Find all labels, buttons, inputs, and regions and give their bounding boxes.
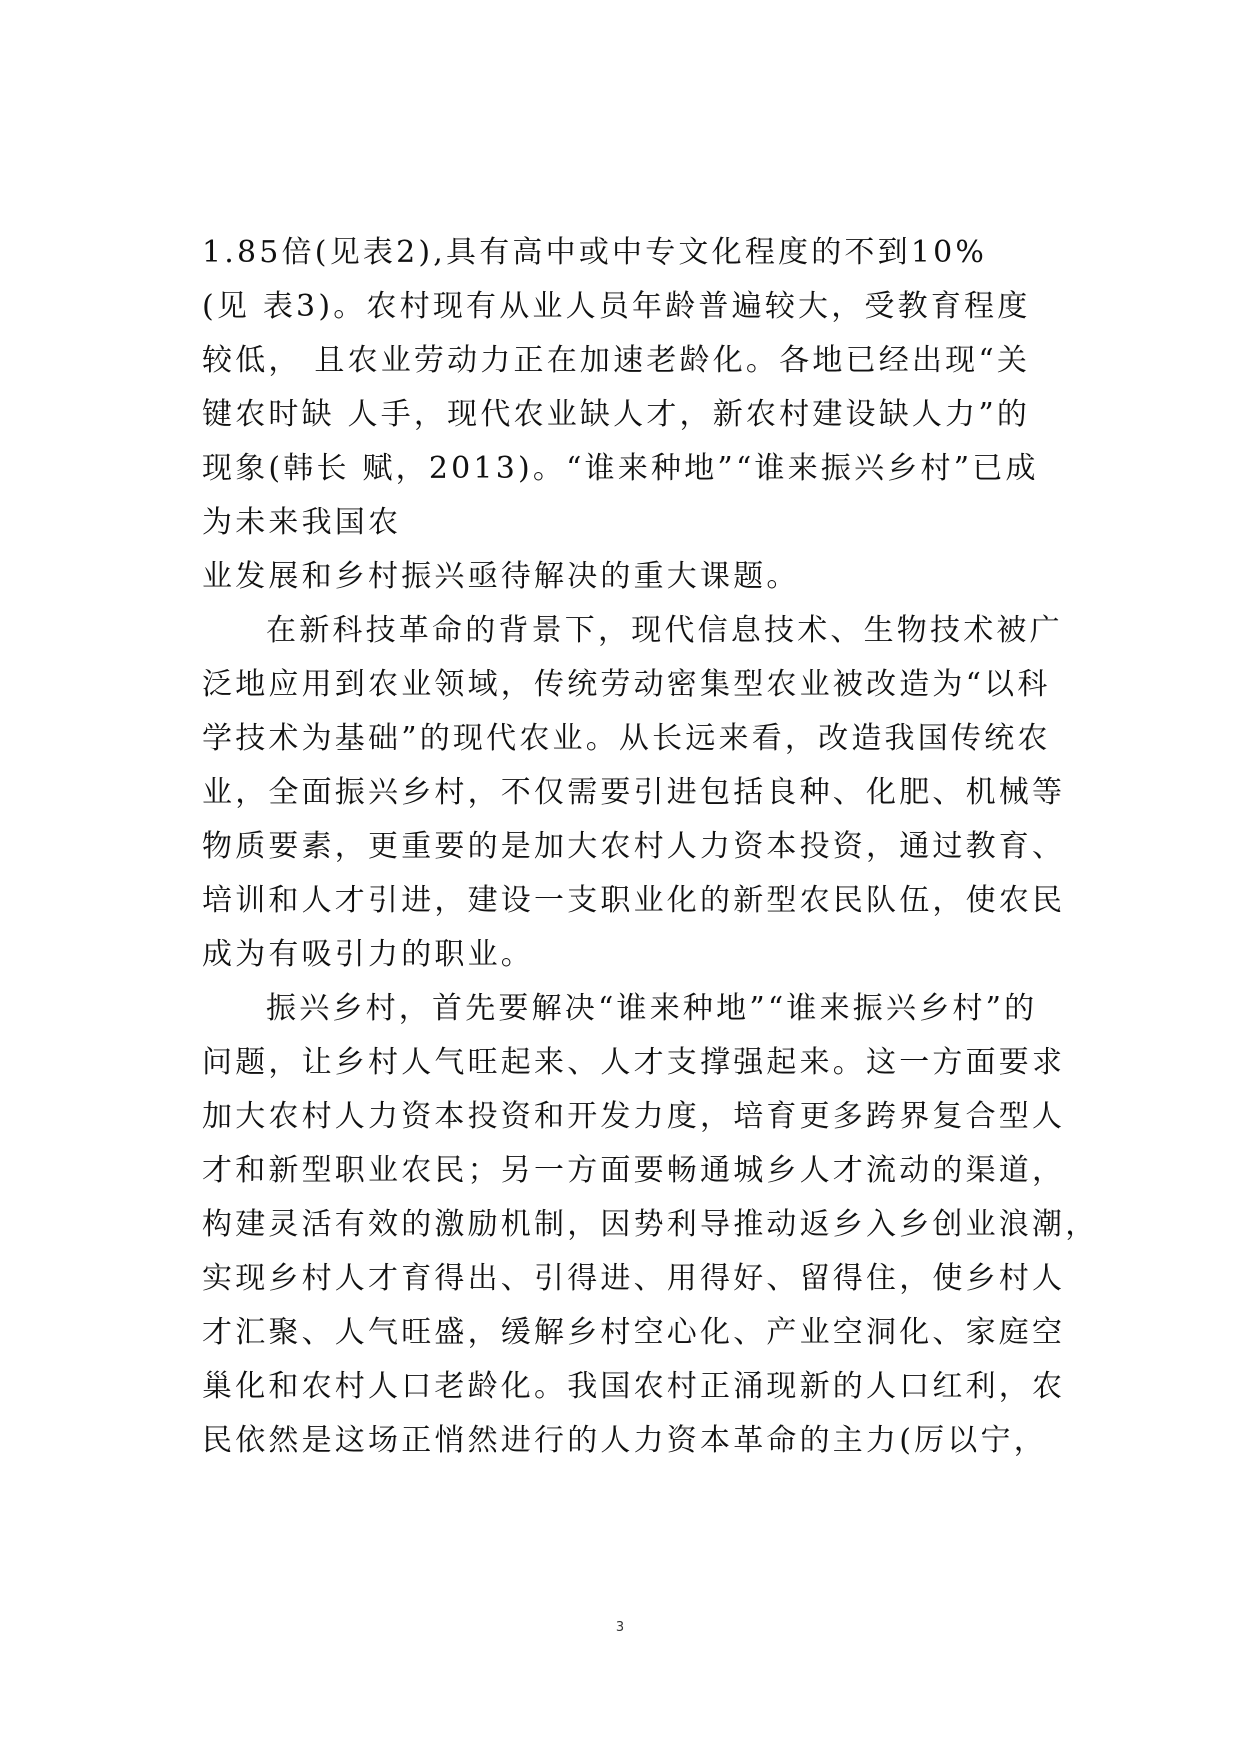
text-line: 振兴乡村，首先要解决“谁来种地”“谁来振兴乡村”的 — [266, 991, 1038, 1026]
text-line: 才和新型职业农民；另一方面要畅通城乡人才流动的渠道， — [202, 1153, 1066, 1188]
text-line: 泛地应用到农业领域，传统劳动密集型农业被改造为“以科 — [202, 667, 1051, 702]
text-line: 物质要素，更重要的是加大农村人力资本投资，通过教育、 — [202, 829, 1066, 864]
body-text — [202, 226, 1099, 1468]
text-line: (见 表3)。农村现有从业人员年龄普遍较大，受教育程度 — [202, 289, 1031, 324]
text-line: 1.85倍(见表2),具有高中或中专文化程度的不到10% — [202, 235, 988, 270]
text-line: 实现乡村人才育得出、引得进、用得好、留得住，使乡村人 — [202, 1261, 1066, 1296]
paragraph-2 — [202, 604, 1066, 982]
page-number: 3 — [615, 1620, 625, 1635]
text-line: 巢化和农村人口老龄化。我国农村正涌现新的人口红利，农 — [202, 1369, 1066, 1404]
text-line: 业，全面振兴乡村，不仅需要引进包括良种、化肥、机械等 — [202, 775, 1066, 810]
text-line: 才汇聚、人气旺盛，缓解乡村空心化、产业空洞化、家庭空 — [202, 1315, 1066, 1350]
text-line: 学技术为基础”的现代农业。从长远来看，改造我国传统农 — [202, 721, 1051, 756]
text-line: 培训和人才引进，建设一支职业化的新型农民队伍，使农民 — [202, 883, 1066, 918]
text-line: 在新科技革命的背景下，现代信息技术、生物技术被广 — [266, 613, 1063, 648]
text-line: 问题，让乡村人气旺起来、人才支撑强起来。这一方面要求 — [202, 1045, 1066, 1080]
text-line: 为未来我国农 — [202, 505, 402, 540]
text-line: 现象(韩长 赋，2013)。“谁来种地”“谁来振兴乡村”已成 — [202, 451, 1039, 486]
text-line: 加大农村人力资本投资和开发力度，培育更多跨界复合型人 — [202, 1099, 1066, 1134]
text-line: 业发展和乡村振兴亟待解决的重大课题。 — [202, 559, 800, 594]
text-line: 键农时缺 人手，现代农业缺人才，新农村建设缺人力”的 — [202, 397, 1031, 432]
text-line: 成为有吸引力的职业。 — [202, 937, 534, 972]
paragraph-3 — [202, 982, 1099, 1468]
text-line: 构建灵活有效的激励机制，因势利导推动返乡入乡创业浪潮， — [202, 1207, 1099, 1242]
text-line: 民依然是这场正悄然进行的人力资本革命的主力(厉以宁， — [202, 1423, 1047, 1458]
text-line: 较低， 且农业劳动力正在加速老龄化。各地已经出现“关 — [202, 343, 1031, 378]
paragraph-1 — [202, 226, 1062, 604]
